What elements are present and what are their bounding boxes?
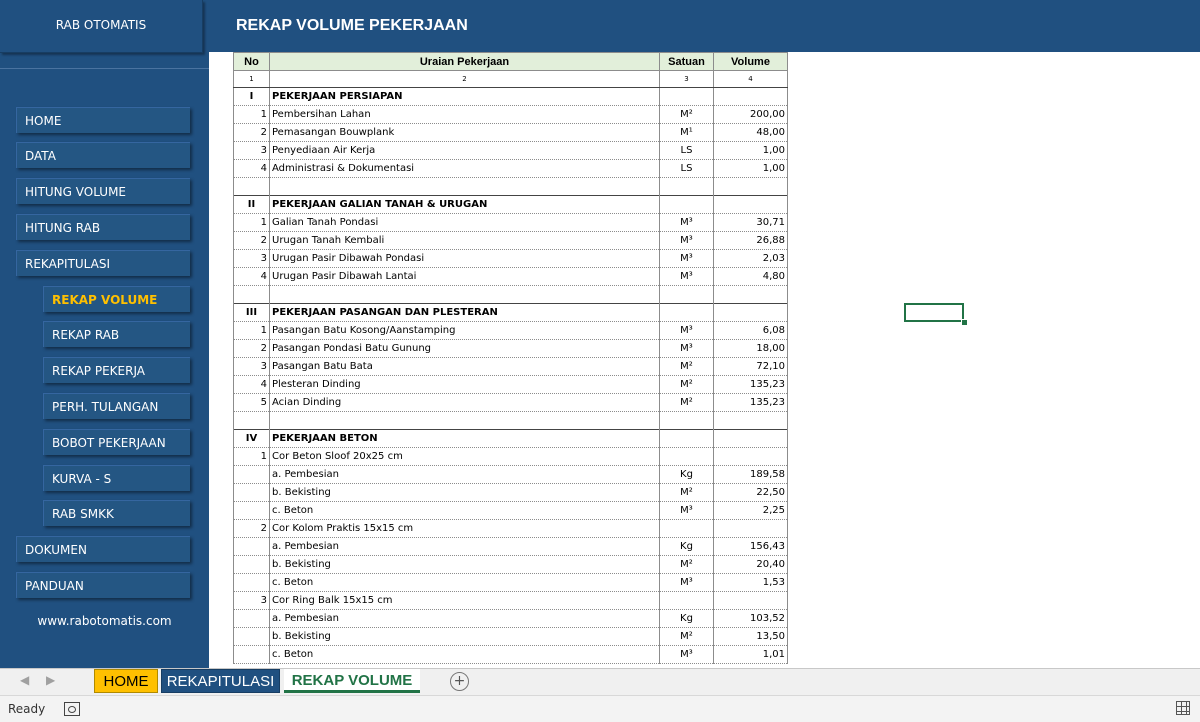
table-row <box>234 592 788 610</box>
sidebar-item-rekapitulasi[interactable]: REKAPITULASI <box>16 250 190 276</box>
cell-volume[interactable]: 2,03 <box>714 250 788 268</box>
scroll-left-icon[interactable]: ◀ <box>20 673 30 687</box>
cell-uraian[interactable] <box>270 286 660 304</box>
cell-satuan[interactable]: M³ <box>660 214 714 232</box>
cell-uraian[interactable]: Pasangan Pondasi Batu Gunung <box>270 340 660 358</box>
cell-volume[interactable] <box>714 88 788 106</box>
cell-satuan[interactable]: M³ <box>660 646 714 664</box>
cell-satuan[interactable] <box>660 430 714 448</box>
cell-satuan[interactable]: M² <box>660 556 714 574</box>
cell-volume[interactable] <box>714 304 788 322</box>
sidebar-item-hitung-rab[interactable]: HITUNG RAB <box>16 214 190 240</box>
cell-uraian[interactable]: Administrasi & Dokumentasi <box>270 160 660 178</box>
cell-no[interactable]: 3 <box>234 592 270 610</box>
table-row <box>234 538 788 556</box>
cell-uraian[interactable]: PEKERJAAN BETON <box>270 430 660 448</box>
cell-satuan[interactable]: Kg <box>660 538 714 556</box>
cell-no[interactable]: 3 <box>234 250 270 268</box>
cell-volume[interactable]: 6,08 <box>714 322 788 340</box>
cell-satuan[interactable]: M² <box>660 394 714 412</box>
cell-uraian[interactable] <box>270 412 660 430</box>
cell-no[interactable]: IV <box>234 430 270 448</box>
cell-uraian[interactable]: a. Pembesian <box>270 538 660 556</box>
cell-volume[interactable]: 48,00 <box>714 124 788 142</box>
sidebar-item-kurva-s[interactable]: KURVA - S <box>43 465 190 491</box>
cell-uraian[interactable]: Pemasangan Bouwplank <box>270 124 660 142</box>
cell-uraian[interactable]: Galian Tanah Pondasi <box>270 214 660 232</box>
cell-satuan[interactable] <box>660 412 714 430</box>
cell-satuan[interactable] <box>660 448 714 466</box>
table-row <box>234 466 788 484</box>
cell-no[interactable] <box>234 538 270 556</box>
cell-no[interactable] <box>234 178 270 196</box>
table-row <box>234 178 788 196</box>
cell-satuan[interactable]: M³ <box>660 574 714 592</box>
cell-volume[interactable]: 135,23 <box>714 376 788 394</box>
scroll-right-icon[interactable]: ▶ <box>46 673 56 687</box>
cell-satuan[interactable]: M² <box>660 376 714 394</box>
cell-volume[interactable]: 103,52 <box>714 610 788 628</box>
cell-satuan[interactable]: M² <box>660 358 714 376</box>
cell-no[interactable]: 2 <box>234 124 270 142</box>
cell-volume[interactable]: 26,88 <box>714 232 788 250</box>
cell-volume[interactable]: 72,10 <box>714 358 788 376</box>
table-row <box>234 610 788 628</box>
cell-uraian[interactable]: Plesteran Dinding <box>270 376 660 394</box>
cell-satuan[interactable]: M¹ <box>660 124 714 142</box>
cell-volume[interactable] <box>714 196 788 214</box>
cell-uraian[interactable]: PEKERJAAN PERSIAPAN <box>270 88 660 106</box>
cell-uraian[interactable]: Cor Beton Sloof 20x25 cm <box>270 448 660 466</box>
cell-volume[interactable] <box>714 520 788 538</box>
table-row <box>234 412 788 430</box>
cell-satuan[interactable]: M² <box>660 628 714 646</box>
fill-handle[interactable] <box>961 319 968 326</box>
table-row <box>234 232 788 250</box>
cell-volume[interactable]: 13,50 <box>714 628 788 646</box>
table-row <box>234 520 788 538</box>
sheet-tab-rekap-volume[interactable]: REKAP VOLUME <box>284 669 420 693</box>
sidebar-item-home[interactable]: HOME <box>16 107 190 133</box>
cell-no[interactable]: 3 <box>234 358 270 376</box>
cell-uraian[interactable]: a. Pembesian <box>270 466 660 484</box>
table-row <box>234 502 788 520</box>
table-row <box>234 106 788 124</box>
cell-volume[interactable] <box>714 412 788 430</box>
cell-satuan[interactable]: LS <box>660 142 714 160</box>
page-title: REKAP VOLUME PEKERJAAN <box>236 17 468 34</box>
cell-satuan[interactable]: M² <box>660 106 714 124</box>
cell-uraian[interactable]: Cor Kolom Praktis 15x15 cm <box>270 520 660 538</box>
subheader-cell[interactable]: 4 <box>714 71 788 88</box>
table-row <box>234 646 788 664</box>
volume-table <box>233 52 788 664</box>
table-row <box>234 394 788 412</box>
subheader-cell[interactable]: 2 <box>270 71 660 88</box>
table-row <box>234 484 788 502</box>
brand-logo[interactable]: RAB OTOMATIS <box>0 0 203 53</box>
header-satuan[interactable]: Satuan <box>660 53 714 71</box>
cell-volume[interactable]: 135,23 <box>714 394 788 412</box>
cell-no[interactable] <box>234 556 270 574</box>
sidebar-item-rekap-volume[interactable]: REKAP VOLUME <box>43 286 190 312</box>
cell-volume[interactable]: 156,43 <box>714 538 788 556</box>
header-no[interactable]: No <box>234 53 270 71</box>
cell-no[interactable]: 1 <box>234 214 270 232</box>
website-link[interactable]: www.rabotomatis.com <box>37 614 172 628</box>
table-row <box>234 322 788 340</box>
cell-no[interactable]: II <box>234 196 270 214</box>
sidebar-item-hitung-volume[interactable]: HITUNG VOLUME <box>16 178 190 204</box>
cell-satuan[interactable] <box>660 286 714 304</box>
cell-uraian[interactable]: Urugan Tanah Kembali <box>270 232 660 250</box>
cell-no[interactable]: 5 <box>234 394 270 412</box>
cell-satuan[interactable] <box>660 196 714 214</box>
cell-uraian[interactable]: Pasangan Batu Kosong/Aanstamping <box>270 322 660 340</box>
sidebar-item-data[interactable]: DATA <box>16 142 190 168</box>
cell-satuan[interactable] <box>660 88 714 106</box>
sheet-tab-bar <box>0 668 1200 695</box>
section-row <box>234 304 788 322</box>
sidebar-item-panduan[interactable]: PANDUAN <box>16 572 190 598</box>
cell-satuan[interactable]: Kg <box>660 610 714 628</box>
cell-satuan[interactable] <box>660 304 714 322</box>
sidebar-item-rab-smkk[interactable]: RAB SMKK <box>43 500 190 526</box>
table-row <box>234 340 788 358</box>
table-subheader-row <box>234 71 788 88</box>
cell-satuan[interactable]: M³ <box>660 502 714 520</box>
cell-volume[interactable]: 189,58 <box>714 466 788 484</box>
cell-uraian[interactable]: Urugan Pasir Dibawah Pondasi <box>270 250 660 268</box>
sidebar <box>0 0 209 668</box>
cell-uraian[interactable]: PEKERJAAN GALIAN TANAH & URUGAN <box>270 196 660 214</box>
cell-no[interactable] <box>234 574 270 592</box>
cell-no[interactable]: 4 <box>234 160 270 178</box>
cell-no[interactable] <box>234 412 270 430</box>
table-header-row <box>234 53 788 71</box>
cell-volume[interactable]: 1,53 <box>714 574 788 592</box>
table-row <box>234 160 788 178</box>
cell-no[interactable] <box>234 646 270 664</box>
table-row <box>234 448 788 466</box>
cell-satuan[interactable]: Kg <box>660 466 714 484</box>
cell-uraian[interactable]: Acian Dinding <box>270 394 660 412</box>
header-volume[interactable]: Volume <box>714 53 788 71</box>
table-body <box>234 88 788 664</box>
cell-volume[interactable] <box>714 592 788 610</box>
macro-record-icon[interactable] <box>64 702 80 716</box>
cell-satuan[interactable]: M³ <box>660 268 714 286</box>
cell-uraian[interactable]: Urugan Pasir Dibawah Lantai <box>270 268 660 286</box>
cell-volume[interactable]: 1,00 <box>714 160 788 178</box>
section-row <box>234 196 788 214</box>
cell-volume[interactable]: 200,00 <box>714 106 788 124</box>
cell-satuan[interactable]: LS <box>660 160 714 178</box>
cell-satuan[interactable]: M³ <box>660 250 714 268</box>
sidebar-item-bobot-pekerjaan[interactable]: BOBOT PEKERJAAN <box>43 429 190 455</box>
cell-uraian[interactable]: c. Beton <box>270 574 660 592</box>
table-row <box>234 556 788 574</box>
table-row <box>234 358 788 376</box>
cell-satuan[interactable]: M³ <box>660 340 714 358</box>
sheet-tab-home[interactable]: HOME <box>94 669 158 693</box>
cell-uraian[interactable]: Penyediaan Air Kerja <box>270 142 660 160</box>
cell-volume[interactable]: 1,01 <box>714 646 788 664</box>
sheet-tab-rekapitulasi[interactable]: REKAPITULASI <box>161 669 280 693</box>
cell-satuan[interactable] <box>660 520 714 538</box>
cell-no[interactable] <box>234 484 270 502</box>
cell-volume[interactable] <box>714 448 788 466</box>
cell-satuan[interactable]: M³ <box>660 322 714 340</box>
cell-volume[interactable]: 4,80 <box>714 268 788 286</box>
header-uraian[interactable]: Uraian Pekerjaan <box>270 53 660 71</box>
cell-volume[interactable] <box>714 430 788 448</box>
cell-volume[interactable] <box>714 286 788 304</box>
cell-satuan[interactable] <box>660 178 714 196</box>
cell-no[interactable]: I <box>234 88 270 106</box>
normal-view-icon[interactable] <box>1176 701 1190 715</box>
cell-volume[interactable]: 22,50 <box>714 484 788 502</box>
cell-no[interactable] <box>234 502 270 520</box>
cell-satuan[interactable] <box>660 592 714 610</box>
cell-uraian[interactable]: Pembersihan Lahan <box>270 106 660 124</box>
sidebar-item-rekap-pekerja[interactable]: REKAP PEKERJA <box>43 357 190 383</box>
status-text: Ready <box>8 702 46 716</box>
section-row <box>234 430 788 448</box>
cell-no[interactable] <box>234 610 270 628</box>
cell-no[interactable]: 3 <box>234 142 270 160</box>
cell-uraian[interactable] <box>270 178 660 196</box>
subheader-cell[interactable]: 3 <box>660 71 714 88</box>
cell-no[interactable] <box>234 466 270 484</box>
cell-uraian[interactable]: PEKERJAAN PASANGAN DAN PLESTERAN <box>270 304 660 322</box>
selected-cell[interactable] <box>904 303 964 322</box>
sidebar-item-perh-tulangan[interactable]: PERH. TULANGAN <box>43 393 190 419</box>
cell-no[interactable]: 1 <box>234 448 270 466</box>
table-row <box>234 124 788 142</box>
table-row <box>234 376 788 394</box>
status-bar <box>0 695 1200 722</box>
table-row <box>234 268 788 286</box>
subheader-cell[interactable]: 1 <box>234 71 270 88</box>
table-row <box>234 574 788 592</box>
table-row <box>234 286 788 304</box>
table-row <box>234 142 788 160</box>
cell-no[interactable]: 1 <box>234 322 270 340</box>
cell-no[interactable]: 4 <box>234 376 270 394</box>
cell-uraian[interactable]: a. Pembesian <box>270 610 660 628</box>
cell-no[interactable]: 2 <box>234 340 270 358</box>
cell-volume[interactable]: 1,00 <box>714 142 788 160</box>
sidebar-item-dokumen[interactable]: DOKUMEN <box>16 536 190 562</box>
cell-volume[interactable] <box>714 178 788 196</box>
table-row <box>234 628 788 646</box>
table-row <box>234 250 788 268</box>
cell-no[interactable] <box>234 628 270 646</box>
cell-uraian[interactable]: b. Bekisting <box>270 484 660 502</box>
table-row <box>234 214 788 232</box>
cell-volume[interactable]: 18,00 <box>714 340 788 358</box>
cell-uraian[interactable]: Pasangan Batu Bata <box>270 358 660 376</box>
cell-no[interactable]: 2 <box>234 232 270 250</box>
cell-no[interactable] <box>234 286 270 304</box>
cell-no[interactable]: III <box>234 304 270 322</box>
add-sheet-icon[interactable]: + <box>450 672 469 691</box>
cell-no[interactable]: 4 <box>234 268 270 286</box>
cell-volume[interactable]: 30,71 <box>714 214 788 232</box>
cell-uraian[interactable]: Cor Ring Balk 15x15 cm <box>270 592 660 610</box>
sidebar-item-rekap-rab[interactable]: REKAP RAB <box>43 321 190 347</box>
cell-volume[interactable]: 20,40 <box>714 556 788 574</box>
cell-uraian[interactable]: b. Bekisting <box>270 628 660 646</box>
cell-uraian[interactable]: c. Beton <box>270 502 660 520</box>
section-row <box>234 88 788 106</box>
cell-no[interactable]: 1 <box>234 106 270 124</box>
cell-uraian[interactable]: b. Bekisting <box>270 556 660 574</box>
cell-satuan[interactable]: M³ <box>660 232 714 250</box>
cell-no[interactable]: 2 <box>234 520 270 538</box>
sidebar-divider <box>0 68 209 69</box>
cell-volume[interactable]: 2,25 <box>714 502 788 520</box>
cell-uraian[interactable]: c. Beton <box>270 646 660 664</box>
cell-satuan[interactable]: M² <box>660 484 714 502</box>
